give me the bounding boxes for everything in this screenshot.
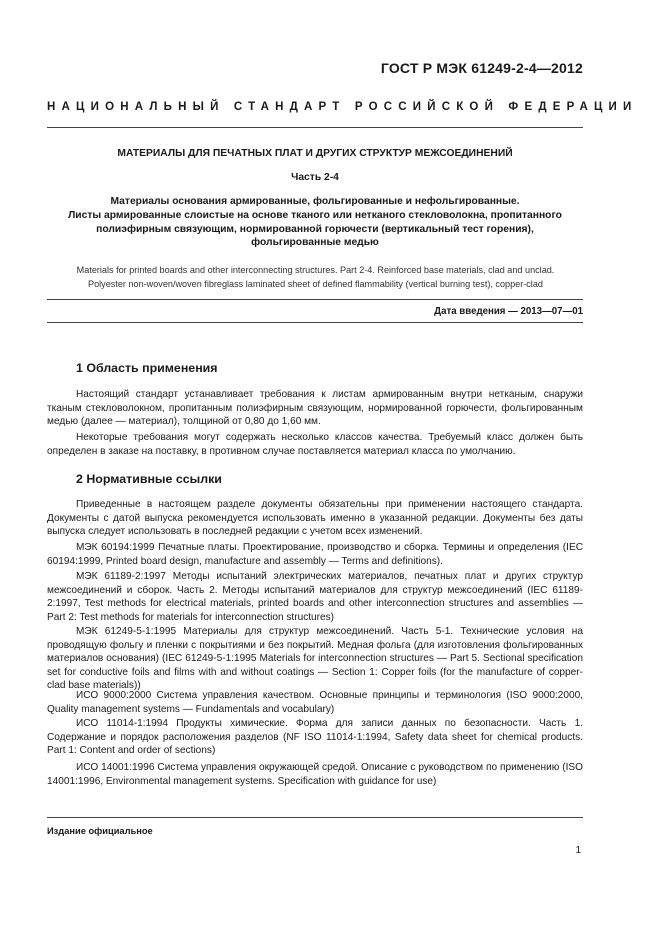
national-standard-banner: НАЦИОНАЛЬНЫЙ СТАНДАРТ РОССИЙСКОЙ ФЕДЕРАЦИИ bbox=[47, 101, 638, 113]
section-2-heading: 2 Нормативные ссылки bbox=[76, 472, 222, 486]
title-divider bbox=[47, 299, 583, 300]
subtitle-line: Материалы основания армированные, фольгированные и нефольгированные. bbox=[110, 196, 520, 207]
subtitle-line: полиэфирным связующим, нормированной горючести (вертикальный тест горения), bbox=[96, 223, 534, 235]
subtitle-line: фольгированные медью bbox=[251, 237, 379, 249]
official-edition-label: Издание официальное bbox=[47, 826, 153, 836]
english-title bbox=[40, 264, 591, 291]
page-number: 1 bbox=[575, 845, 581, 856]
document-code: ГОСТ Р МЭК 61249-2-4—2012 bbox=[380, 60, 583, 76]
section-1-paragraph: Некоторые требования могут содержать несколько классов качества. Требуемый класс должен быть определен в заказе на поставку, в противном случае поставляется материал класса по умолчанию. bbox=[47, 432, 583, 457]
subtitle-line: Листы армированные слоистые на основе тканого или нетканого стекловолокна, пропитанного bbox=[68, 209, 562, 221]
reference-iso-9000: ИСО 9000:2000 Система управления качеством. Основные принципы и терминология (ISO 9000:2000, Quality management systems — Fundamentals and vocabulary) bbox=[47, 690, 583, 715]
footer-divider bbox=[47, 817, 583, 818]
date-divider bbox=[47, 322, 583, 323]
english-title-line: Polyester non-woven/woven fibreglass laminated sheet of defined flammability (vertical burning test), copper-clad bbox=[88, 278, 543, 289]
part-number: Часть 2-4 bbox=[291, 172, 339, 183]
reference-iec-60194: МЭК 60194:1999 Печатные платы. Проектирование, производство и сборка. Термины и определения (IEC 60194:1999, Printed board design, manufacture and assembly — Terms and definitions). bbox=[47, 542, 583, 567]
reference-iso-14001: ИСО 14001:1996 Система управления окружающей средой. Описание с руководством по применению (ISO 14001:1996, Environmental management systems. Specification with guidance for use) bbox=[47, 762, 583, 787]
reference-iec-61249-5-1: МЭК 61249-5-1:1995 Материалы для структур межсоединений. Часть 5-1. Технические условия на проводящую фольгу и пленки с покрытиями и без покрытий. Медная фольга (для изготовления фольгированных материалов основания) (IEC 61249-5-1:1995 Materials for interconnection structures — Part 5. Sectional specification set for conductive foils and films with and without coatings — Section 1: Copper foils (for the manufacture of copper-clad base materials)) bbox=[47, 626, 583, 692]
header-divider bbox=[47, 127, 583, 128]
section-1-heading: 1 Область применения bbox=[76, 361, 218, 375]
reference-iec-61189-2: МЭК 61189-2:1997 Методы испытаний электрических материалов, печатных плат и других структур межсоединений и сборок. Часть 2. Методы испытаний материалов для структур межсоединений (IEC 61189-2:1997, Test methods for electrical materials, printed boards and other interconnection structures and assemblies — Part 2: Test methods for materials for interconnection structures) bbox=[47, 571, 583, 623]
standard-title: МАТЕРИАЛЫ ДЛЯ ПЕЧАТНЫХ ПЛАТ И ДРУГИХ СТРУКТУР МЕЖСОЕДИНЕНИЙ bbox=[117, 148, 513, 159]
section-1-paragraph: Настоящий стандарт устанавливает требования к листам армированным внутри нетканым, снаружи тканым стекловолокном, пропитанным полиэфирным связующим, нормированной горючести, фольгированным медью (далее — материал), толщиной от 0,80 до 1,60 мм. bbox=[47, 389, 583, 428]
section-2-paragraph: Приведенные в настоящем разделе документы обязательны при применении настоящего стандарта. Документы с датой выпуска рекомендуется использовать именно в указанной редакции. Документы без даты выпуска следует использовать в последней редакции с учетом всех изменений. bbox=[47, 499, 583, 538]
standard-subtitle bbox=[47, 195, 583, 250]
introduction-date: Дата введения — 2013—07—01 bbox=[434, 306, 583, 317]
reference-iso-11014-1: ИСО 11014-1:1994 Продукты химические. Форма для записи данных по безопасности. Часть 1. Содержание и порядок расположения разделов (NF ISO 11014-1:1994, Safety data sheet for chemical products. Part 1: Content and order of sections) bbox=[47, 718, 583, 757]
english-title-line: Materials for printed boards and other interconnecting structures. Part 2-4. Reinforced base materials, clad and unclad. bbox=[76, 265, 555, 275]
